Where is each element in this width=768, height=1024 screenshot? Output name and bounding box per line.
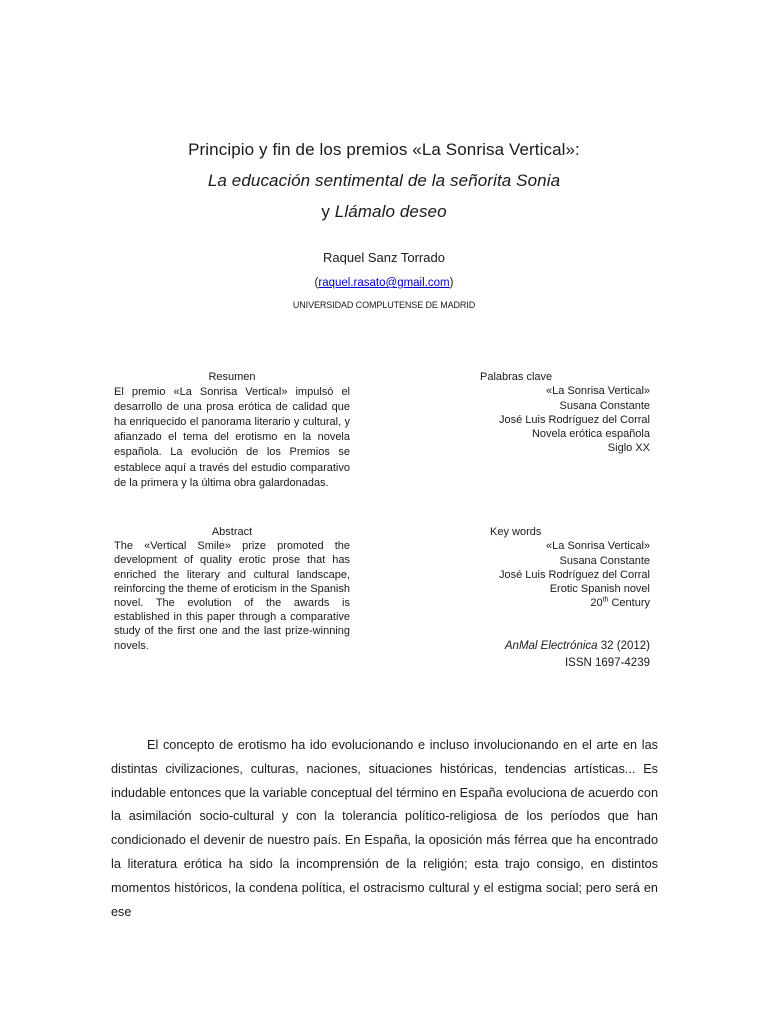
journal-name: AnMal Electrónica bbox=[504, 640, 598, 652]
resumen-text: El premio «La Sonrisa Vertical» impulsó el desarrollo de una prosa erótica de calidad que ha enriquecido el panorama literario y cultural, y afianzado el tema del erotismo en la novela española. La evolución de los Premios se establece aquí a través del estudio comparativo de la primera y la última obra galardonadas. bbox=[114, 386, 350, 489]
century-number: 20 bbox=[590, 597, 603, 610]
key-word-item: Erotic Spanish novel bbox=[549, 583, 650, 596]
keyword-item: Susana Constante bbox=[559, 399, 650, 412]
title-line-1: Principio y fin de los premios «La Sonrisa Vertical»: bbox=[188, 140, 580, 159]
title-line-3-italic: Llámalo deseo bbox=[334, 202, 447, 221]
keyword-item: «La Sonrisa Vertical» bbox=[546, 385, 650, 398]
key-words-heading: Key words bbox=[490, 526, 542, 538]
palabras-clave-heading: Palabras clave bbox=[480, 371, 553, 383]
key-word-century bbox=[440, 596, 650, 610]
century-word: Century bbox=[608, 597, 650, 610]
abstract-section bbox=[114, 525, 350, 653]
body-paragraph: El concepto de erotismo ha ido evolucionando e incluso involucionando en el arte en las distintas civilizaciones, culturas, naciones, situaciones históricas, tendencias artísticas... Es indudable entonces que la variable conceptual del término en España evoluciona de acuerdo con la asimilación socio-cultural y con la tolerancia político-religiosa de los períodos que han condicionado el devenir de nuestro país. En España, la oposición más férrea que ha encontrado la literatura erótica ha sido la incomprensión de la religión; esta trajo consigo, en distintos momentos históricos, la condena política, el ostracismo cultural y el estigma social; pero será en ese bbox=[111, 738, 658, 919]
resumen-section bbox=[114, 370, 350, 491]
title-line-3-prefix: y bbox=[321, 202, 335, 221]
resumen-heading: Resumen bbox=[208, 371, 256, 383]
keyword-item: Siglo XX bbox=[607, 442, 650, 455]
journal-issn: ISSN 1697-4239 bbox=[564, 656, 650, 669]
key-word-item: Susana Constante bbox=[559, 554, 650, 567]
keyword-item: José Luis Rodríguez del Corral bbox=[498, 413, 650, 426]
university-name: UNIVERSIDAD COMPLUTENSE DE MADRID bbox=[292, 300, 476, 310]
body-text bbox=[111, 734, 658, 924]
century-superscript: th bbox=[602, 596, 609, 604]
key-word-item: «La Sonrisa Vertical» bbox=[546, 540, 650, 553]
palabras-clave-section bbox=[440, 370, 650, 456]
email-open-paren: ( bbox=[314, 277, 319, 289]
title-line-3 bbox=[0, 196, 768, 227]
email-close-paren: ) bbox=[449, 277, 454, 289]
author-name: Raquel Sanz Torrado bbox=[323, 250, 445, 265]
journal-info bbox=[440, 638, 650, 671]
author-email-link[interactable]: raquel.rasato@gmail.com bbox=[318, 277, 450, 289]
title-line-2: La educación sentimental de la señorita Sonia bbox=[207, 171, 561, 190]
keyword-item: Novela erótica española bbox=[531, 428, 650, 441]
abstract-heading: Abstract bbox=[211, 526, 253, 538]
article-title bbox=[0, 134, 768, 227]
journal-issue-line bbox=[440, 638, 650, 655]
key-word-item: José Luis Rodríguez del Corral bbox=[498, 568, 650, 581]
journal-issue: 32 (2012) bbox=[597, 640, 650, 652]
key-words-section bbox=[440, 525, 650, 611]
abstract-text: The «Vertical Smile» prize promoted the development of quality erotic prose that has enriched the literary and cultural landscape, reinforcing the theme of eroticism in the Spanish novel. The evolution of the awards is established in this paper through a comparative study of the first one and the last prize-winning novels. bbox=[114, 540, 350, 652]
author-email-line bbox=[0, 277, 768, 289]
